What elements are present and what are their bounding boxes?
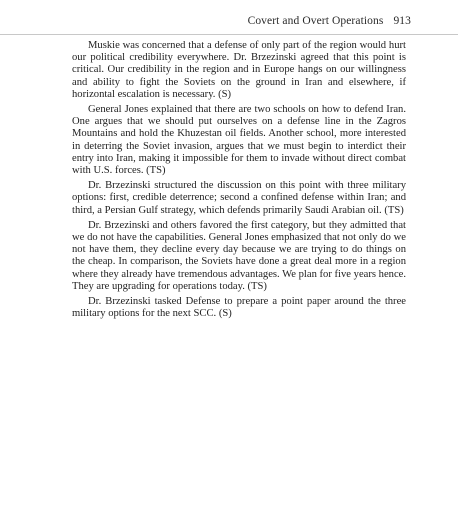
running-head (248, 15, 411, 27)
paragraph: Dr. Brzezinski tasked Defense to prepare a point paper around the three military options for the next SCC. (S) (72, 296, 406, 320)
paragraph: Dr. Brzezinski structured the discussion on this point with three military options: first, credible deterrence; second a confined defense within Iran; and third, a Persian Gulf strategy, which defends primarily Saudi Arabian oil. (TS) (72, 180, 406, 216)
paragraph: Dr. Brzezinski and others favored the first category, but they admitted that we do not have the capabilities. General Jones emphasized that not only do we not have them, they decline every day because we are trying to do things on the cheap. In comparison, the Soviets have done a great deal more in a region where they already have tremendous advantages. We plan for five years hence. They are upgrading for operations today. (TS) (72, 219, 406, 292)
page-number: 913 (393, 15, 411, 27)
paragraph: General Jones explained that there are two schools on how to defend Iran. One argues that we should put ourselves on a defense line in the Zagros Mountains and hold the Khuzestan oil fields. Another school, more interested in deterring the Soviet invasion, argues that we must begin to interdict their entry into Iran, making it impossible for them to invade without direct combat with U.S. forces. (TS) (72, 104, 406, 177)
running-title: Covert and Overt Operations (247, 15, 384, 27)
paragraph: Muskie was concerned that a defense of only part of the region would hurt our political credibility everywhere. Dr. Brzezinski agreed that this point is critical. Our credibility in the region and in Europe hangs on our willingness and ability to fight the Soviets on the ground in Iran and elsewhere, if horizontal escalation is necessary. (S) (72, 40, 406, 100)
body-text (72, 40, 406, 323)
header-divider (0, 34, 458, 35)
